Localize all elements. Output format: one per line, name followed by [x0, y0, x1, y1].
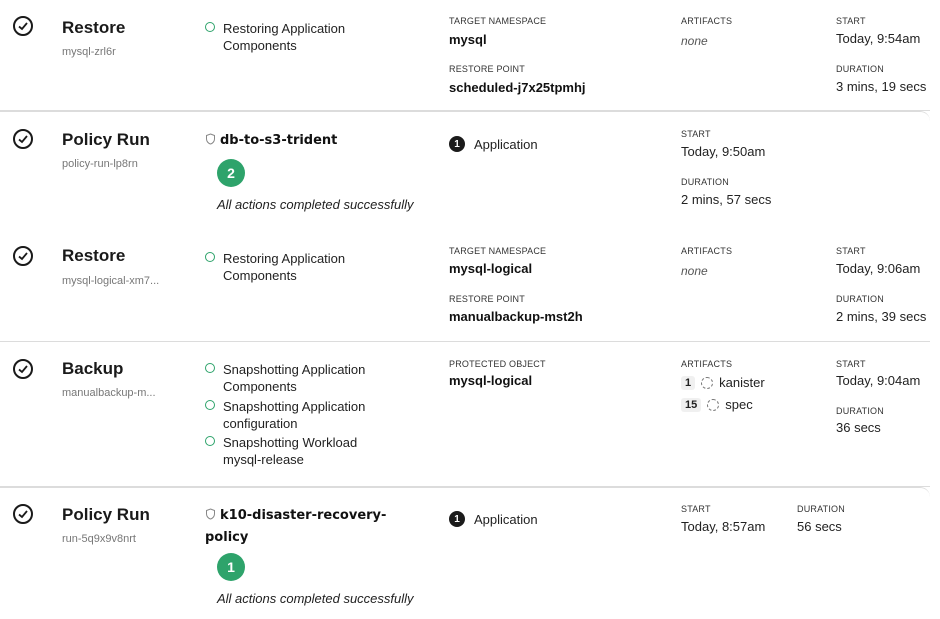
duration-label: DURATION [836, 406, 884, 416]
artifact-item[interactable] [681, 397, 753, 412]
restore-point-label: RESTORE POINT [449, 294, 525, 304]
activity-id: manualbackup-m... [62, 387, 156, 399]
artifacts-value: none [681, 34, 708, 48]
start-label: START [681, 504, 711, 514]
start-label: START [836, 246, 866, 256]
activity-card[interactable] [0, 229, 930, 342]
duration-label: DURATION [797, 504, 845, 514]
activity-card[interactable] [0, 111, 930, 230]
phase-item: Snapshotting Application configuration [205, 398, 425, 432]
completed-check-icon [13, 246, 33, 266]
activity-type: Policy Run [62, 505, 150, 524]
duration-label: DURATION [836, 294, 884, 304]
policy-link[interactable]: db-to-s3-trident [205, 131, 337, 149]
completed-check-icon [13, 16, 33, 36]
target-namespace-value: mysql [449, 32, 487, 47]
activity-type: Restore [62, 246, 126, 265]
artifact-item[interactable] [681, 375, 765, 390]
start-label: START [836, 359, 866, 369]
activity-type: Restore [62, 18, 126, 37]
activity-id: mysql-logical-xm7... [62, 275, 160, 287]
applications-count-badge: 1 [449, 136, 465, 152]
completed-check-icon [13, 504, 33, 524]
start-label: START [836, 16, 866, 26]
phase-item: Snapshotting Workload mysql-release [205, 434, 425, 468]
applications-summary[interactable] [449, 511, 538, 527]
artifact-icon [707, 399, 719, 411]
duration-value: 2 mins, 57 secs [681, 192, 772, 207]
phase-status-icon [205, 436, 215, 446]
activity-type: Backup [62, 359, 124, 378]
start-value: Today, 9:06am [836, 261, 921, 276]
artifacts-label: ARTIFACTS [681, 246, 733, 256]
applications-summary[interactable] [449, 136, 538, 152]
activity-card[interactable] [0, 342, 930, 487]
activity-id: mysql-zrl6r [62, 46, 116, 58]
phase-status-icon [205, 22, 215, 32]
policy-icon [205, 505, 216, 517]
applications-label: Application [474, 511, 538, 527]
duration-label: DURATION [836, 64, 884, 74]
applications-label: Application [474, 136, 538, 152]
activity-card[interactable] [0, 0, 930, 111]
protected-object-value[interactable]: mysql-logical [449, 373, 533, 388]
artifact-count: 1 [681, 376, 695, 390]
target-namespace-label: TARGET NAMESPACE [449, 246, 547, 256]
target-namespace-label: TARGET NAMESPACE [449, 16, 547, 26]
duration-value: 56 secs [797, 519, 842, 534]
restore-point-label: RESTORE POINT [449, 64, 525, 74]
phase-status-icon [205, 363, 215, 373]
start-value: Today, 9:50am [681, 144, 766, 159]
start-value: Today, 8:57am [681, 519, 766, 534]
actions-count-badge: 1 [217, 553, 245, 581]
phase-status-icon [205, 252, 215, 262]
phase-item: Restoring Application Components [205, 20, 425, 54]
artifact-name: kanister [719, 375, 765, 390]
phase-item: Restoring Application Components [205, 250, 425, 284]
duration-value: 3 mins, 19 secs [836, 79, 927, 94]
artifact-count: 15 [681, 398, 701, 412]
artifact-icon [701, 377, 713, 389]
start-value: Today, 9:04am [836, 373, 921, 388]
protected-object-label: PROTECTED OBJECT [449, 359, 546, 369]
phase-item: Snapshotting Application Components [205, 361, 425, 395]
restore-point-value: manualbackup-mst2h [449, 309, 583, 324]
artifact-name: spec [725, 397, 753, 412]
artifacts-label: ARTIFACTS [681, 359, 733, 369]
completed-check-icon [13, 129, 33, 149]
artifacts-value: none [681, 264, 708, 278]
duration-value: 2 mins, 39 secs [836, 309, 927, 324]
restore-point-value: scheduled-j7x25tpmhj [449, 80, 586, 95]
activity-type: Policy Run [62, 130, 150, 149]
target-namespace-value: mysql-logical [449, 261, 533, 276]
duration-label: DURATION [681, 177, 729, 187]
policy-link[interactable]: k10-disaster-recovery- policy [205, 504, 405, 548]
completed-check-icon [13, 359, 33, 379]
start-label: START [681, 129, 711, 139]
activity-id: policy-run-lp8rn [62, 158, 138, 170]
actions-count-badge: 2 [217, 159, 245, 187]
applications-count-badge: 1 [449, 511, 465, 527]
artifacts-label: ARTIFACTS [681, 16, 733, 26]
activity-card[interactable] [0, 487, 930, 619]
activity-id: run-5q9x9v8nrt [62, 533, 136, 545]
run-result-message: All actions completed successfully [217, 197, 414, 212]
phase-status-icon [205, 400, 215, 410]
start-value: Today, 9:54am [836, 31, 921, 46]
duration-value: 36 secs [836, 420, 881, 435]
policy-icon [205, 132, 216, 144]
run-result-message: All actions completed successfully [217, 591, 414, 606]
